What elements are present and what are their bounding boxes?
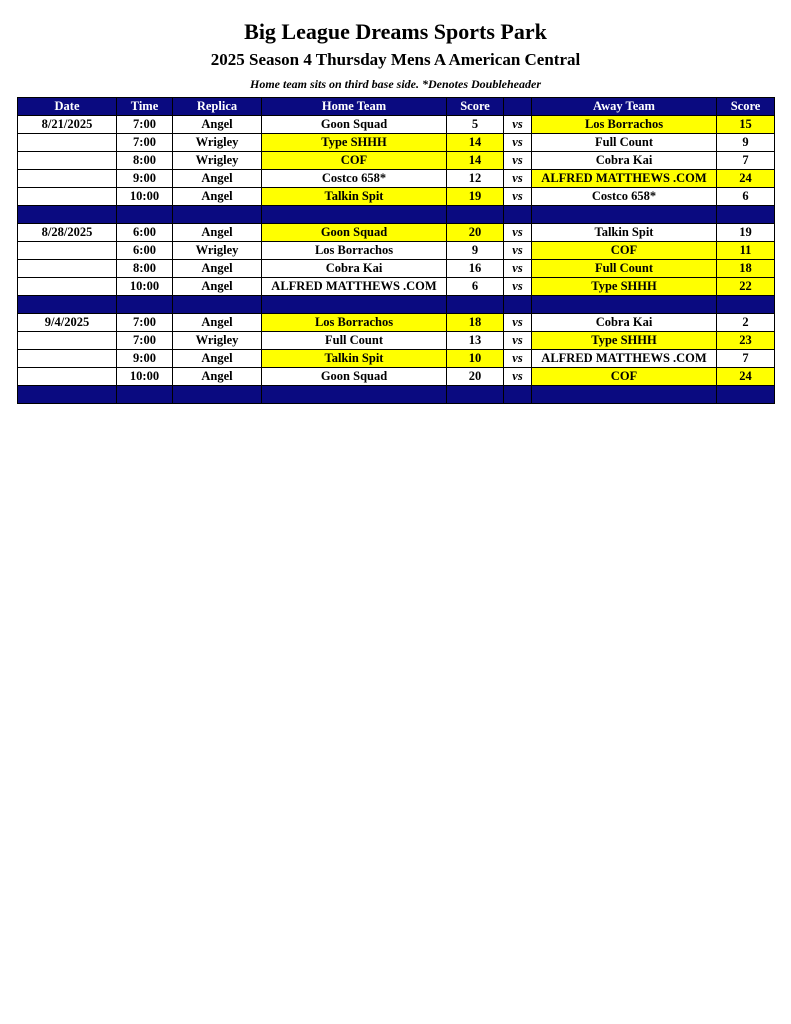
vs-label: vs [504,170,532,188]
home-score: 9 [447,242,504,260]
header-vs [504,98,532,116]
home-team: Talkin Spit [262,350,447,368]
home-team: Cobra Kai [262,260,447,278]
table-row [18,260,775,278]
vs-label: vs [504,278,532,296]
away-team: Los Borrachos [532,116,717,134]
game-replica: Wrigley [173,332,262,350]
game-time: 8:00 [117,260,173,278]
game-time: 6:00 [117,242,173,260]
vs-label: vs [504,224,532,242]
game-date [18,170,117,188]
table-row [18,350,775,368]
home-score: 19 [447,188,504,206]
home-team: Los Borrachos [262,314,447,332]
game-time: 8:00 [117,152,173,170]
page-subtitle: 2025 Season 4 Thursday Mens A American Central [210,50,581,69]
separator-cell [504,386,532,404]
home-team: Goon Squad [262,224,447,242]
away-team: Full Count [532,260,717,278]
page-title: Big League Dreams Sports Park [244,19,547,44]
game-date [18,332,117,350]
away-score: 7 [717,152,775,170]
away-team: Type SHHH [532,278,717,296]
away-team: ALFRED MATTHEWS .COM [532,350,717,368]
game-replica: Angel [173,224,262,242]
game-date [18,242,117,260]
header-replica: Replica [173,98,262,116]
game-replica: Angel [173,278,262,296]
away-score: 24 [717,170,775,188]
home-score: 10 [447,350,504,368]
game-replica: Wrigley [173,152,262,170]
game-time: 9:00 [117,350,173,368]
home-score: 14 [447,134,504,152]
game-time: 7:00 [117,134,173,152]
away-team: COF [532,368,717,386]
away-team: Talkin Spit [532,224,717,242]
vs-label: vs [504,116,532,134]
game-time: 10:00 [117,188,173,206]
home-score: 20 [447,368,504,386]
home-team: Los Borrachos [262,242,447,260]
away-score: 2 [717,314,775,332]
away-score: 22 [717,278,775,296]
separator-cell [117,386,173,404]
away-score: 11 [717,242,775,260]
page-note: Home team sits on third base side. *Denotes Doubleheader [250,77,541,91]
separator-cell [18,386,117,404]
game-replica: Wrigley [173,134,262,152]
game-time: 10:00 [117,278,173,296]
home-score: 6 [447,278,504,296]
home-team: COF [262,152,447,170]
game-replica: Angel [173,314,262,332]
table-row [18,242,775,260]
separator-cell [173,206,262,224]
vs-label: vs [504,332,532,350]
game-replica: Angel [173,188,262,206]
game-date [18,350,117,368]
header-row [18,98,775,116]
header-date: Date [18,98,117,116]
game-date: 8/28/2025 [18,224,117,242]
table-row [18,116,775,134]
header-away-team: Away Team [532,98,717,116]
game-replica: Angel [173,368,262,386]
home-score: 20 [447,224,504,242]
away-team: Cobra Kai [532,314,717,332]
away-score: 23 [717,332,775,350]
home-team: Talkin Spit [262,188,447,206]
game-time: 9:00 [117,170,173,188]
separator-cell [447,206,504,224]
game-date: 8/21/2025 [18,116,117,134]
away-score: 9 [717,134,775,152]
home-team: ALFRED MATTHEWS .COM [262,278,447,296]
away-team: ALFRED MATTHEWS .COM [532,170,717,188]
game-date [18,152,117,170]
separator-cell [717,206,775,224]
away-score: 15 [717,116,775,134]
table-row [18,278,775,296]
separator-cell [262,296,447,314]
separator-cell [532,206,717,224]
separator-cell [173,386,262,404]
home-team: Type SHHH [262,134,447,152]
home-team: Goon Squad [262,116,447,134]
home-score: 5 [447,116,504,134]
away-team: Type SHHH [532,332,717,350]
header-away-score: Score [717,98,775,116]
schedule-body [18,116,775,404]
separator-cell [18,206,117,224]
separator-cell [504,206,532,224]
away-team: Cobra Kai [532,152,717,170]
away-score: 24 [717,368,775,386]
away-score: 6 [717,188,775,206]
separator-cell [717,296,775,314]
home-team: Goon Squad [262,368,447,386]
away-team: Full Count [532,134,717,152]
separator-cell [18,296,117,314]
vs-label: vs [504,188,532,206]
separator-cell [447,296,504,314]
vs-label: vs [504,350,532,368]
game-replica: Angel [173,170,262,188]
separator-cell [532,296,717,314]
schedule-table [17,97,775,404]
game-date: 9/4/2025 [18,314,117,332]
away-team: Costco 658* [532,188,717,206]
vs-label: vs [504,242,532,260]
home-score: 14 [447,152,504,170]
away-score: 18 [717,260,775,278]
separator-cell [504,296,532,314]
home-score: 13 [447,332,504,350]
home-score: 18 [447,314,504,332]
game-replica: Wrigley [173,242,262,260]
home-team: Costco 658* [262,170,447,188]
table-row [18,152,775,170]
separator-cell [717,386,775,404]
vs-label: vs [504,260,532,278]
header-home-team: Home Team [262,98,447,116]
game-replica: Angel [173,260,262,278]
game-date [18,188,117,206]
home-score: 12 [447,170,504,188]
table-row [18,224,775,242]
separator-cell [117,206,173,224]
separator-cell [117,296,173,314]
separator-cell [262,386,447,404]
vs-label: vs [504,134,532,152]
away-score: 19 [717,224,775,242]
game-replica: Angel [173,116,262,134]
table-row [18,332,775,350]
away-team: COF [532,242,717,260]
home-score: 16 [447,260,504,278]
vs-label: vs [504,152,532,170]
game-time: 7:00 [117,332,173,350]
vs-label: vs [504,314,532,332]
separator-cell [532,386,717,404]
game-time: 7:00 [117,116,173,134]
home-team: Full Count [262,332,447,350]
separator-row [18,386,775,404]
separator-cell [447,386,504,404]
separator-row [18,206,775,224]
separator-cell [173,296,262,314]
game-time: 10:00 [117,368,173,386]
table-row [18,134,775,152]
vs-label: vs [504,368,532,386]
game-date [18,134,117,152]
header-time: Time [117,98,173,116]
away-score: 7 [717,350,775,368]
game-replica: Angel [173,350,262,368]
game-date [18,278,117,296]
table-row [18,188,775,206]
game-time: 7:00 [117,314,173,332]
header-home-score: Score [447,98,504,116]
game-date [18,260,117,278]
table-row [18,314,775,332]
separator-row [18,296,775,314]
game-date [18,368,117,386]
separator-cell [262,206,447,224]
table-row [18,170,775,188]
game-time: 6:00 [117,224,173,242]
table-row [18,368,775,386]
